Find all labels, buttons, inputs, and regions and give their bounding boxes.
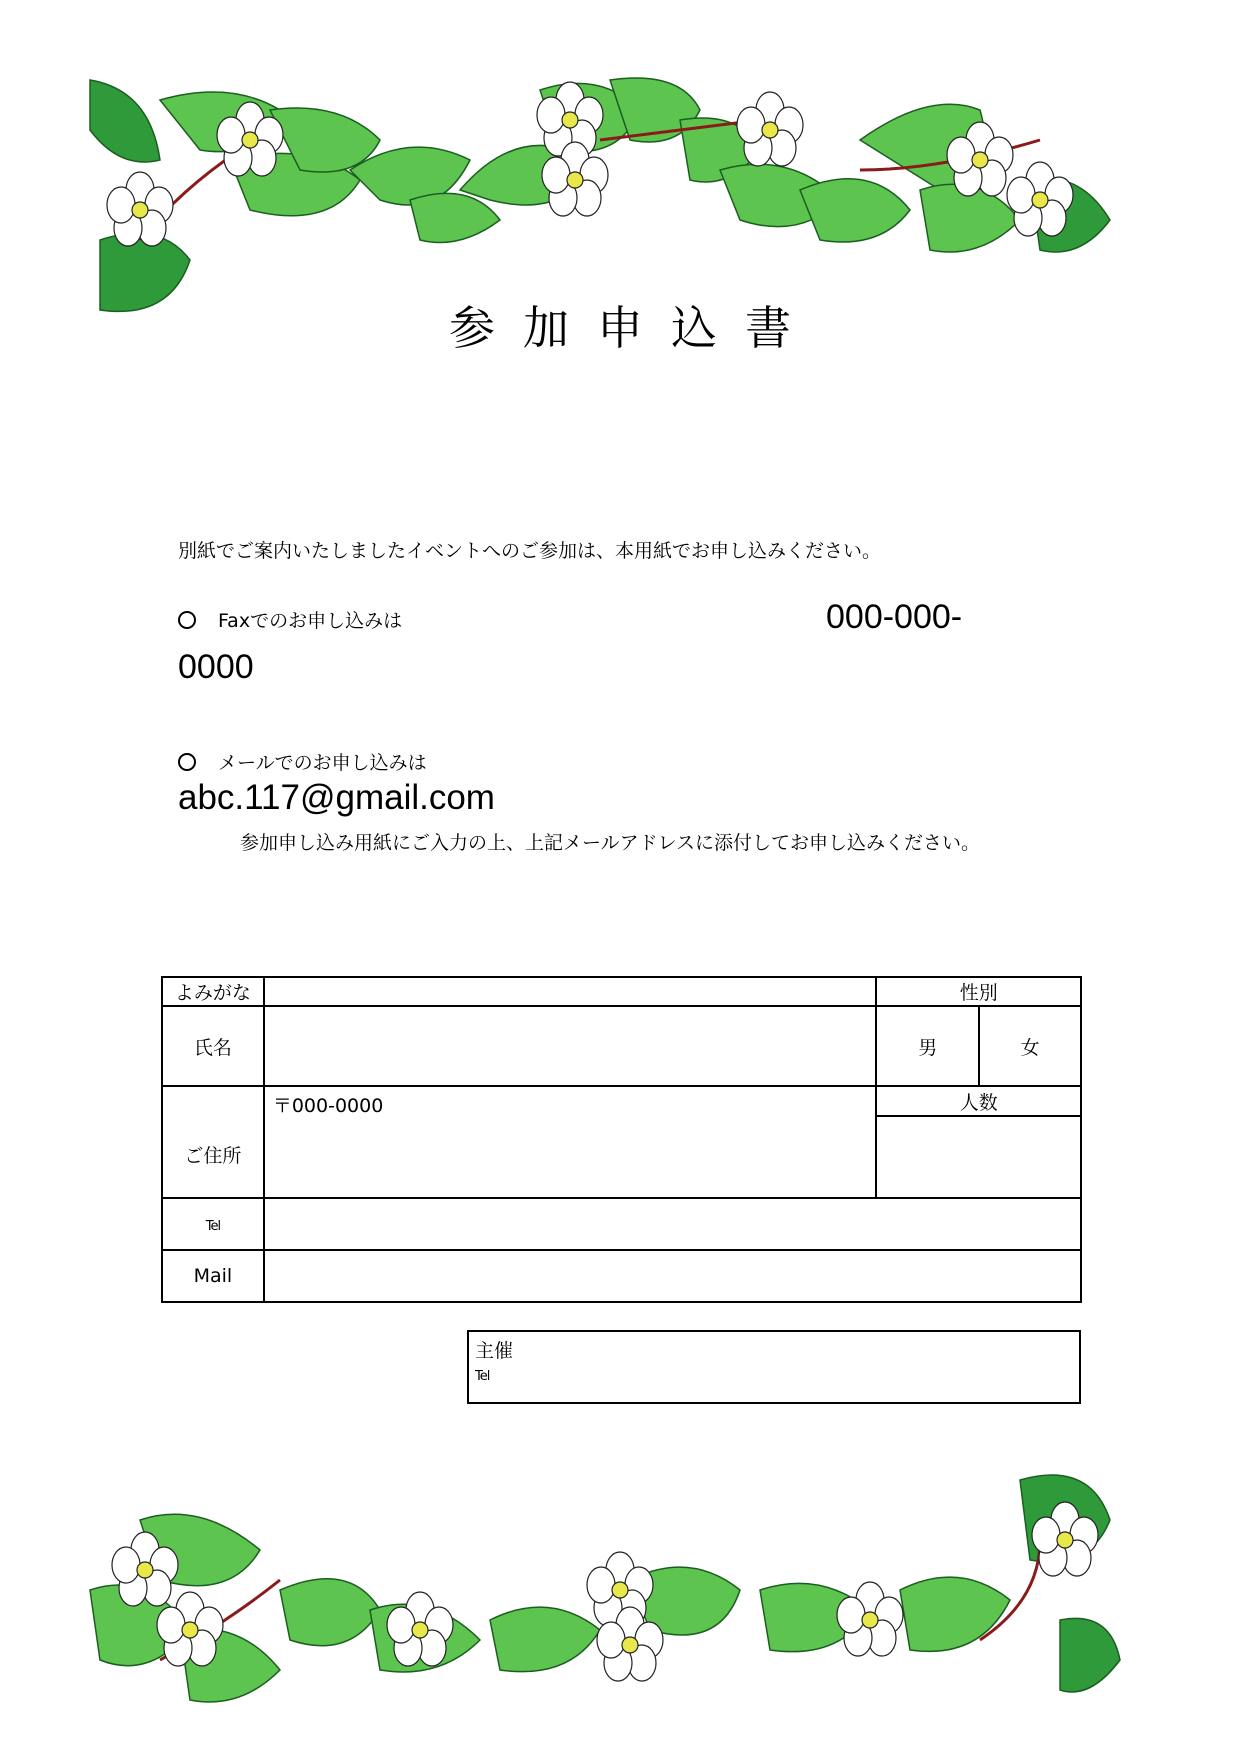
fax-number-part1: 000-000-: [826, 598, 963, 636]
furigana-input[interactable]: [264, 977, 877, 1006]
tel-label: Tel: [162, 1198, 264, 1250]
address-input[interactable]: [264, 1086, 877, 1198]
female-option[interactable]: 女: [979, 1006, 1081, 1086]
mail-label-row: [178, 748, 427, 775]
fax-label-row: [178, 606, 402, 633]
fax-label: Faxでのお申し込みは: [218, 610, 403, 632]
bullet-circle-icon: [178, 611, 196, 629]
floral-border-bottom: [80, 1460, 1170, 1720]
organizer-box: [467, 1330, 1081, 1404]
male-option[interactable]: 男: [876, 1006, 979, 1086]
count-input[interactable]: [876, 1116, 1081, 1198]
mail-label: メールでのお申し込みは: [218, 752, 427, 774]
fax-number-part2: 0000: [178, 648, 254, 686]
tel-input[interactable]: [264, 1198, 1081, 1250]
bullet-circle-icon: [178, 753, 196, 771]
count-label: 人数: [876, 1086, 1081, 1116]
address-label: ご住所: [162, 1086, 264, 1198]
mail-label-cell: Mail: [162, 1250, 264, 1302]
name-label: 氏名: [162, 1006, 264, 1086]
name-input[interactable]: [264, 1006, 877, 1086]
intro-text: 別紙でご案内いたしましたイベントへのご参加は、本用紙でお申し込みください。: [178, 540, 882, 562]
application-form-table: [161, 976, 1082, 1303]
furigana-label: よみがな: [162, 977, 264, 1006]
gender-label: 性別: [876, 977, 1081, 1006]
mail-input[interactable]: [264, 1250, 1081, 1302]
floral-border-top: [80, 50, 1170, 330]
organizer-label: 主催: [475, 1340, 514, 1362]
organizer-tel: Tel: [475, 1369, 490, 1384]
page-title: 参加申込書: [449, 301, 819, 355]
mail-address[interactable]: abc.117@gmail.com: [178, 778, 495, 817]
mail-note: 参加申し込み用紙にご入力の上、上記メールアドレスに添付してお申し込みください。: [240, 832, 981, 854]
postal-code: 〒000-0000: [272, 1095, 384, 1117]
